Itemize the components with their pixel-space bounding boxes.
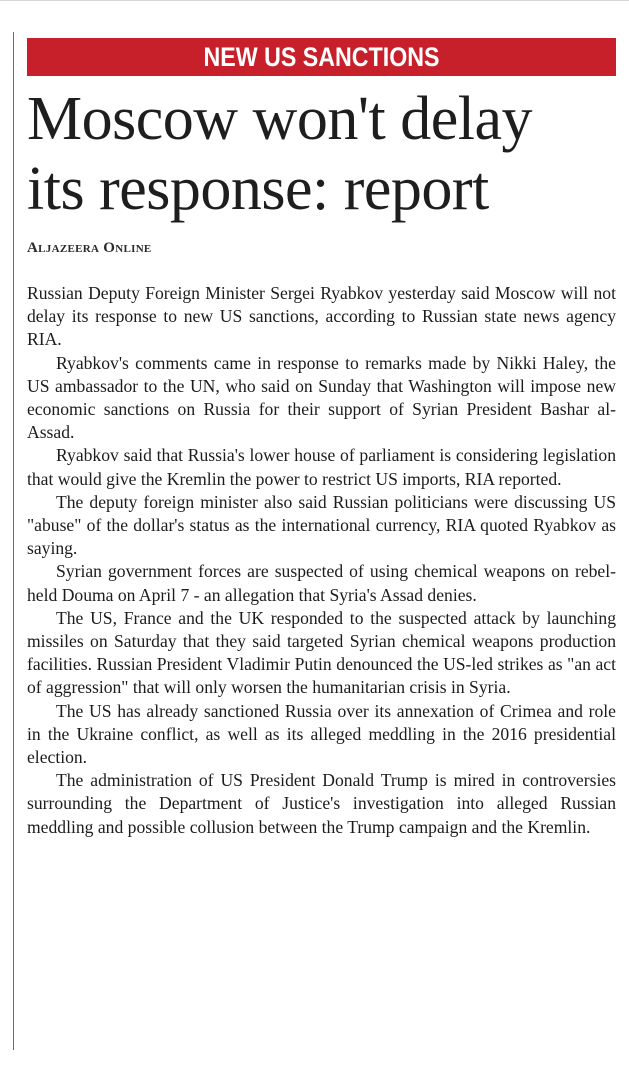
page-top-rule bbox=[0, 0, 629, 1]
paragraph: The US, France and the UK responded to the suspected attack by launching missiles on Saturday that they said targeted Syrian chemical weapons production facilities. Russian President Vladimir Putin denounced the US-led strikes as "an act of aggression" that will only worsen the humanitarian crisis in Syria. bbox=[27, 607, 616, 698]
paragraph: The administration of US President Donald Trump is mired in controversies surrounding the Department of Justice's investigation into alleged Russian meddling and possible collusion between the Trump campaign and the Kremlin. bbox=[27, 770, 616, 837]
paragraph: Ryabkov said that Russia's lower house of parliament is considering legislation that would give the Kremlin the power to restrict US imports, RIA reported. bbox=[27, 445, 616, 489]
paragraph: The deputy foreign minister also said Russian politicians were discussing US "abuse" of the dollar's status as the international currency, RIA quoted Ryabkov as saying. bbox=[27, 491, 616, 559]
paragraph: Russian Deputy Foreign Minister Sergei Ryabkov yesterday said Moscow will not delay its response to new US sanctions, according to Russian state news agency RIA. bbox=[27, 283, 616, 350]
byline: Aljazeera Online bbox=[27, 240, 152, 256]
paragraph: Ryabkov's comments came in response to remarks made by Nikki Haley, the US ambassador to the UN, who said on Sunday that Washington will impose new economic sanctions on Russia for their support of Syrian President Bashar al-Assad. bbox=[27, 352, 616, 443]
headline-line-1: Moscow won't delay bbox=[27, 85, 532, 153]
headline bbox=[27, 84, 616, 224]
section-kicker: NEW US SANCTIONS bbox=[68, 38, 575, 76]
headline-line-2: its response: report bbox=[27, 155, 489, 223]
paragraph: Syrian government forces are suspected of using chemical weapons on rebel-held Douma on April 7 - an allegation that Syria's Assad denies. bbox=[27, 561, 616, 605]
news-article bbox=[27, 38, 616, 839]
article-body bbox=[27, 282, 616, 839]
paragraph: The US has already sanctioned Russia over its annexation of Crimea and role in the Ukraine conflict, as well as its alleged meddling in the 2016 presidential election. bbox=[27, 700, 616, 768]
column-divider bbox=[13, 32, 14, 1050]
section-kicker-bar bbox=[27, 38, 616, 76]
